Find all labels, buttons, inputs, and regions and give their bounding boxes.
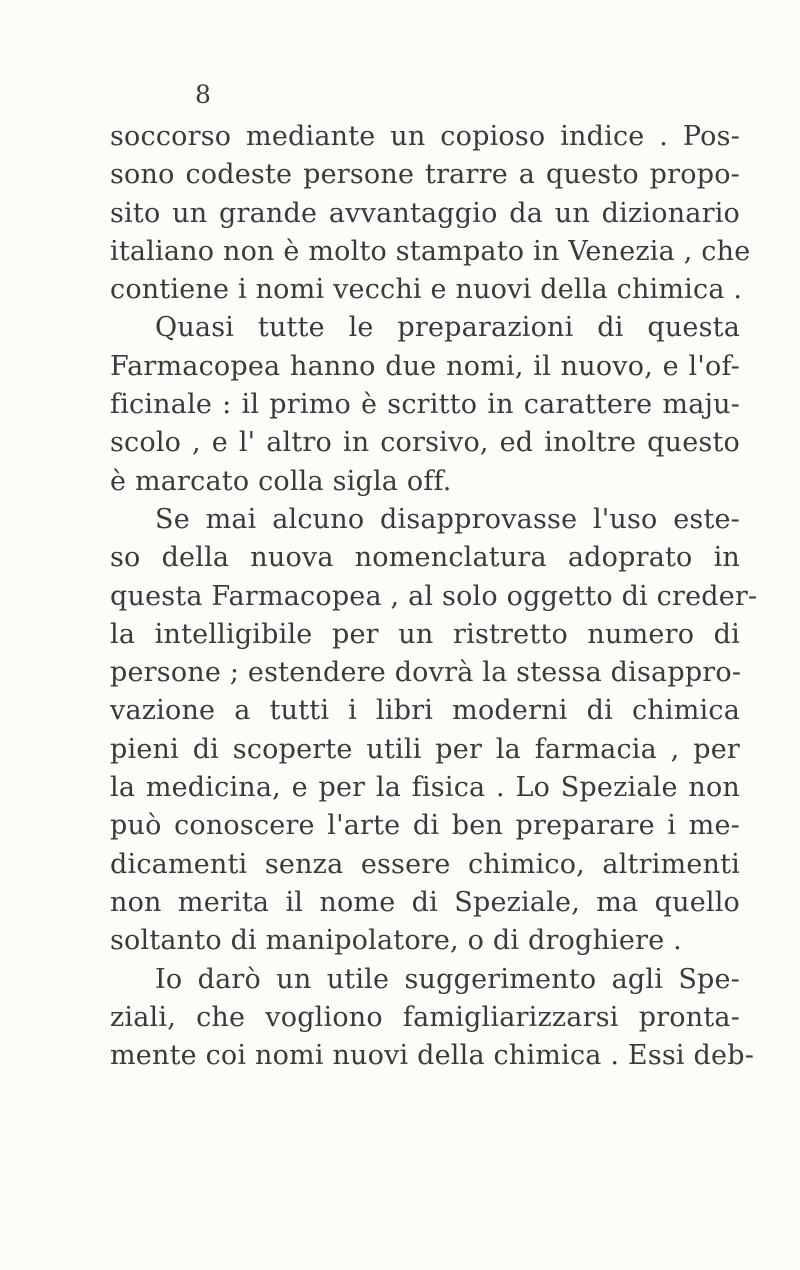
text-line: Farmacopea hanno due nomi, il nuovo, e l'of-	[110, 350, 740, 382]
text-line: Se mai alcuno disapprovasse l'uso este-	[155, 503, 740, 535]
text-line: questa Farmacopea , al solo oggetto di creder-	[110, 580, 758, 612]
text-line: la medicina, e per la fisica . Lo Speziale non	[110, 772, 740, 804]
text-line: non merita il nome di Speziale, ma quello	[110, 886, 740, 918]
text-line: soltanto di manipolatore, o di droghiere .	[110, 925, 682, 957]
text-line: so della nuova nomenclatura adoprato in	[110, 542, 740, 574]
body-text	[110, 118, 758, 1075]
text-line: può conoscere l'arte di ben preparare i me-	[110, 810, 740, 842]
text-line: Io darò un utile suggerimento agli Spe-	[155, 963, 740, 995]
text-line: la intelligibile per un ristretto numero di	[110, 618, 740, 650]
text-line: soccorso mediante un copioso indice . Pos-	[110, 121, 740, 152]
text-line: sono codeste persone trarre a questo propo-	[110, 159, 740, 191]
text-line: sito un grande avvantaggio da un dizionario	[110, 197, 740, 229]
text-line: pieni di scoperte utili per la farmacia , per	[110, 733, 740, 765]
text-line: vazione a tutti i libri moderni di chimica	[110, 695, 740, 727]
text-line: Quasi tutte le preparazioni di questa	[155, 312, 740, 344]
text-line: è marcato colla sigla off.	[110, 465, 452, 497]
text-line: mente coi nomi nuovi della chimica . Essi deb-	[110, 1040, 755, 1072]
text-line: persone ; estendere dovrà la stessa disappro-	[110, 657, 742, 689]
text-line: scolo , e l' altro in corsivo, ed inoltre questo	[110, 427, 740, 459]
page-number: 8	[195, 80, 211, 109]
text-line: contiene i nomi vecchi e nuovi della chimica .	[110, 274, 743, 306]
text-line: italiano non è molto stampato in Venezia , che	[110, 235, 751, 267]
text-line: ziali, che vogliono famigliarizzarsi pronta-	[110, 1001, 740, 1033]
text-line: dicamenti senza essere chimico, altrimenti	[110, 848, 740, 880]
text-line: ficinale : il primo è scritto in carattere maju-	[110, 389, 740, 421]
